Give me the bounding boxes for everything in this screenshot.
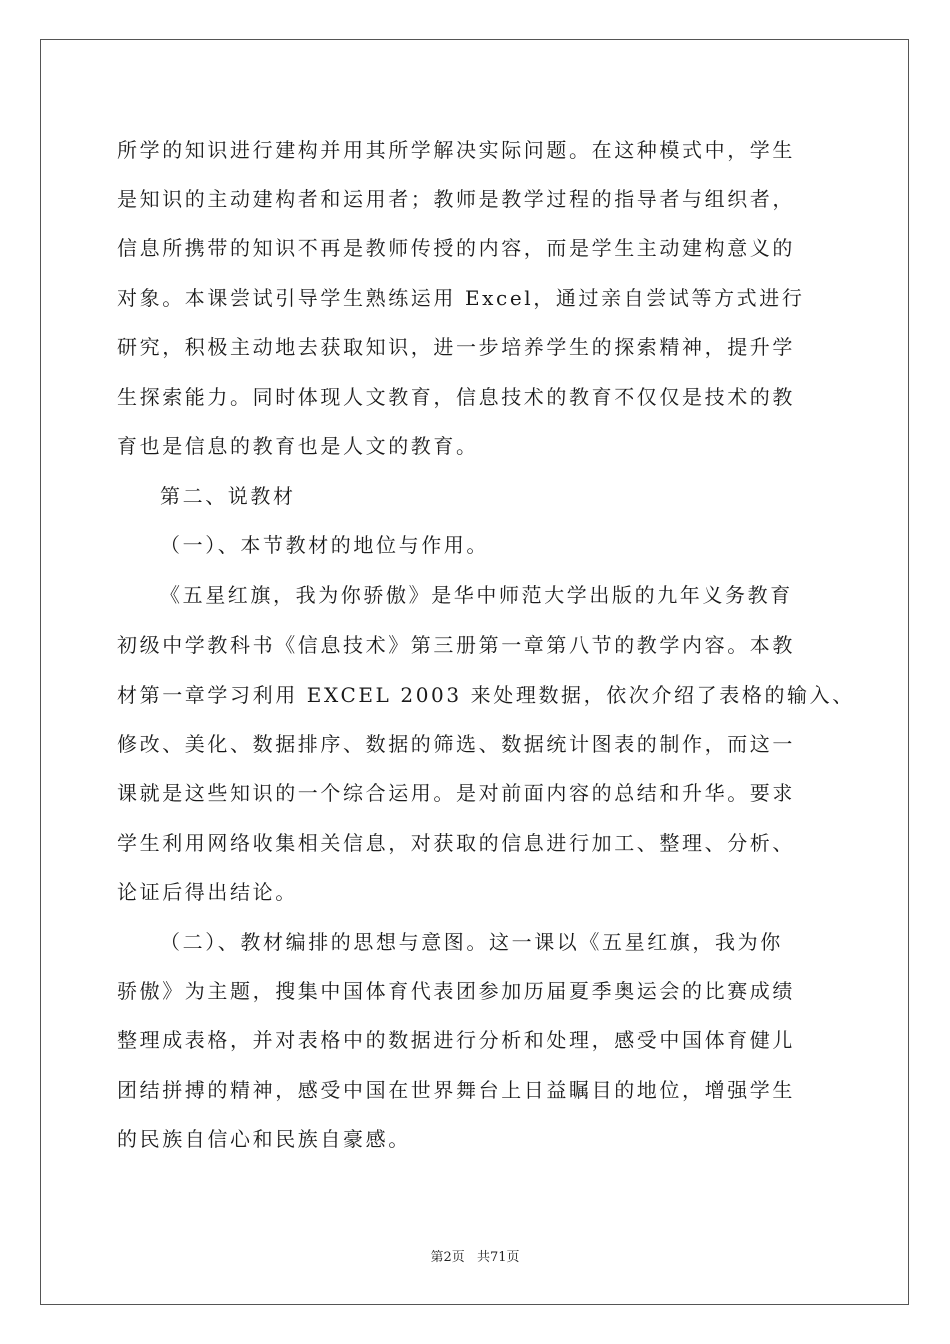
body-text-line: 学生利用网络收集相关信息，对获取的信息进行加工、整理、分析、 — [117, 831, 795, 855]
section-heading: 第二、说教材 — [160, 484, 296, 508]
page-total: 共71页 — [476, 1250, 520, 1265]
body-text-line: 骄傲》为主题，搜集中国体育代表团参加历届夏季奥运会的比赛成绩 — [117, 979, 795, 1003]
body-text-line: 育也是信息的教育也是人文的教育。 — [117, 434, 479, 458]
body-text-line: 材第一章学习利用 EXCEL 2003 来处理数据，依次介绍了表格的输入、 — [117, 683, 855, 707]
body-text-line: 信息所携带的知识不再是教师传授的内容，而是学生主动建构意义的 — [117, 236, 795, 260]
subsection-heading: （二）、教材编排的思想与意图。这一课以《五星红旗，我为你 — [160, 930, 783, 954]
body-text-line: 生探索能力。同时体现人文教育，信息技术的教育不仅仅是技术的教 — [117, 385, 795, 409]
body-text-line: 论证后得出结论。 — [117, 880, 298, 904]
body-text-line: 所学的知识进行建构并用其所学解决实际问题。在这种模式中，学生 — [117, 138, 795, 162]
body-text-line: 课就是这些知识的一个综合运用。是对前面内容的总结和升华。要求 — [117, 781, 795, 805]
body-text-line: 是知识的主动建构者和运用者；教师是教学过程的指导者与组织者， — [117, 187, 795, 211]
subsection-heading: （一）、本节教材的地位与作用。 — [160, 533, 489, 557]
page-footer — [0, 1246, 950, 1265]
page-border — [40, 39, 909, 1305]
body-text-line: 《五星红旗，我为你骄傲》是华中师范大学出版的九年义务教育 — [160, 583, 793, 607]
page-number: 第2页 — [430, 1250, 465, 1265]
body-text-line: 初级中学教科书《信息技术》第三册第一章第八节的教学内容。本教 — [117, 633, 795, 657]
body-text-line: 的民族自信心和民族自豪感。 — [117, 1127, 411, 1151]
body-text-line: 对象。本课尝试引导学生熟练运用 Excel，通过亲自尝试等方式进行 — [117, 286, 805, 310]
body-text-line: 整理成表格，并对表格中的数据进行分析和处理，感受中国体育健儿 — [117, 1028, 795, 1052]
body-text-line: 修改、美化、数据排序、数据的筛选、数据统计图表的制作，而这一 — [117, 732, 795, 756]
body-text-line: 研究，积极主动地去获取知识，进一步培养学生的探索精神，提升学 — [117, 335, 795, 359]
body-text-line: 团结拼搏的精神，感受中国在世界舞台上日益瞩目的地位，增强学生 — [117, 1078, 795, 1102]
